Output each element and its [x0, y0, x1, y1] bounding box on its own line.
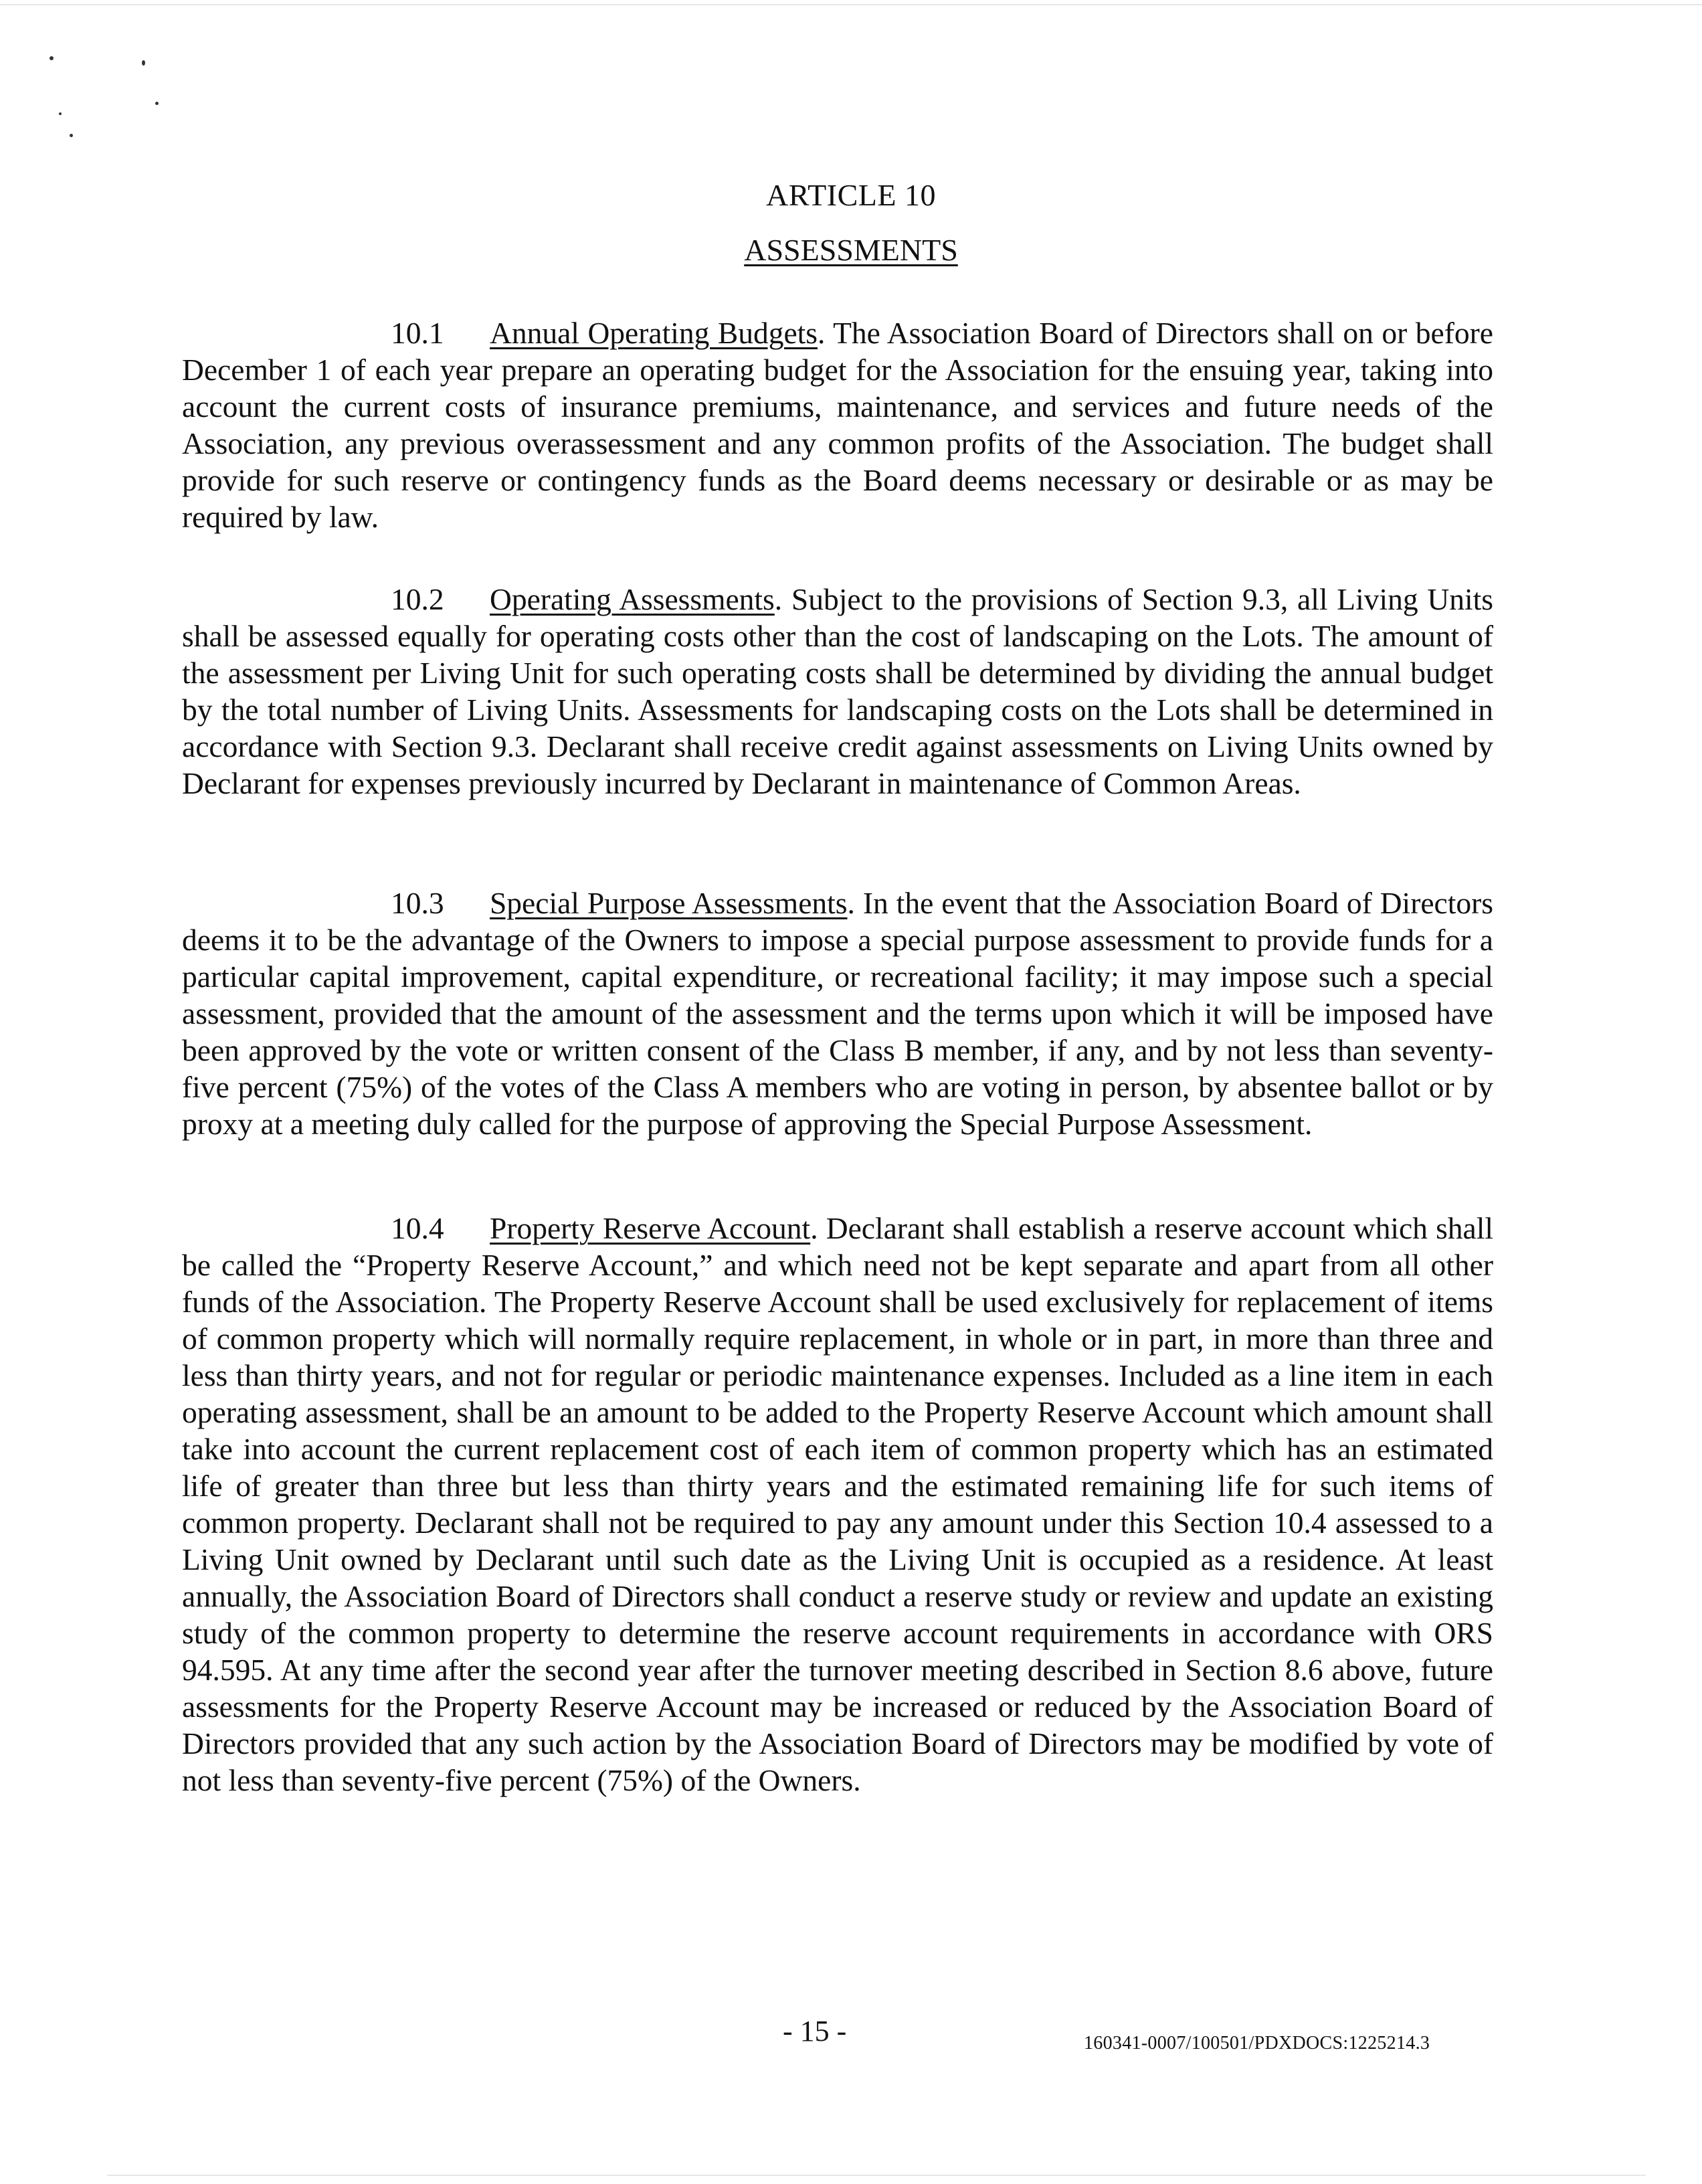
section-body: In the event that the Association Board of Directors deems it to be the advantage of the Owners to impose a special purpose assessment to provide funds for a particular capital improvement, capital expenditure, or recreational facility; it may impose such a special assessment, provided that the amount of the assessment and the terms upon which it will be imposed have been approved by the vote or written consent of the Class B member, if any, and by not less than seventy-five percent (75%) of the votes of the Class A members who are voting in person, by absentee ballot or by proxy at a meeting duly called for the purpose of approving the Special Purpose Assessment. [182, 886, 1493, 1141]
section-number: 10.3 [391, 886, 444, 920]
section-title: Property Reserve Account [490, 1211, 811, 1245]
scan-edge-bottom [107, 2175, 1646, 2176]
article-heading: ASSESSMENTS [744, 233, 958, 267]
section-title: Special Purpose Assessments [490, 886, 848, 920]
scan-speck [155, 102, 159, 105]
section-title: Operating Assessments [490, 582, 775, 616]
article-title: ARTICLE 10 [766, 178, 936, 212]
scan-edge-top [0, 4, 1702, 5]
scan-speck [59, 112, 62, 115]
section-body: Declarant shall establish a reserve account which shall be called the “Property Reserve Account,” and which need not be kept separate and apart from all other funds of the Association. The Property Reserve Account shall be used exclusively for replacement of items of common property which will normally require replacement, in whole or in part, in more than three and less than thirty years, and not for regular or periodic maintenance expenses. Included as a line item in each operating assessment, shall be an amount to be added to the Property Reserve Account which amount shall take into account the current replacement cost of each item of common property which has an estimated life of greater than three but less than thirty years and the estimated remaining life for such items of common property. Declarant shall not be required to pay any amount under this Section 10.4 assessed to a Living Unit owned by Declarant until such date as the Living Unit is occupied as a residence. At least annually, the Association Board of Directors shall conduct a reserve study or review and update an existing study of the common property to determine the reserve account requirements in accordance with ORS 94.595. At any time after the second year after the turnover meeting described in Section 8.6 above, future assessments for the Property Reserve Account may be increased or reduced by the Association Board of Directors provided that any such action by the Association Board of Directors may be modified by vote of not less than seventy-five percent (75%) of the Owners. [182, 1211, 1494, 1797]
document-id: 160341-0007/100501/PDXDOCS:1225214.3 [1084, 2033, 1430, 2054]
section-10-4: 10.4 Property Reserve Account. Declarant shall establish a reserve account which shall be called the “Property Reserve Account,” and which need not be kept separate and apart from all other funds of the Association. The Property Reserve Account shall be used exclusively for replacement of items of common property which will normally require replacement, in whole or in part, in more than three and less than thirty years, and not for regular or periodic maintenance expenses. Included as a line item in each operating assessment, shall be an amount to be added to the Property Reserve Account which amount shall take into account the current replacement cost of each item of common property which has an estimated life of greater than three but less than thirty years and the estimated remaining life for such items of common property. Declarant shall not be required to pay any amount under this Section 10.4 assessed to a Living Unit owned by Declarant until such date as the Living Unit is occupied as a residence. At least annually, the Association Board of Directors shall conduct a reserve study or review and update an existing study of the common property to determine the reserve account requirements in accordance with ORS 94.595. At any time after the second year after the turnover meeting described in Section 8.6 above, future assessments for the Property Reserve Account may be increased or reduced by the Association Board of Directors provided that any such action by the Association Board of Directors may be modified by vote of not less than seventy-five percent (75%) of the Owners. [182, 1211, 1494, 1797]
section-number: 10.4 [391, 1211, 444, 1245]
scan-speck [50, 56, 54, 60]
section-number: 10.2 [391, 582, 444, 616]
section-10-3: 10.3 Special Purpose Assessments. In the event that the Association Board of Directors deems it to be the advantage of the Owners to impose a special purpose assessment to provide funds for a particular capital improvement, capital expenditure, or recreational facility; it may impose such a special assessment, provided that the amount of the assessment and the terms upon which it will be imposed have been approved by the vote or written consent of the Class B member, if any, and by not less than seventy-five percent (75%) of the votes of the Class A members who are voting in person, by absentee ballot or by proxy at a meeting duly called for the purpose of approving the Special Purpose Assessment. [182, 886, 1493, 1141]
section-10-1: 10.1 Annual Operating Budgets. The Association Board of Directors shall on or before December 1 of each year prepare an operating budget for the Association for the ensuing year, taking into account the current costs of insurance premiums, maintenance, and services and future needs of the Association, any previous overassessment and any common profits of the Association. The budget shall provide for such reserve or contingency funds as the Board deems necessary or desirable or as may be required by law. [182, 316, 1493, 534]
scan-speck [70, 134, 73, 137]
section-10-2: 10.2 Operating Assessments. Subject to the provisions of Section 9.3, all Living Units shall be assessed equally for operating costs other than the cost of landscaping on the Lots. The amount of the assessment per Living Unit for such operating costs shall be determined by dividing the annual budget by the total number of Living Units. Assessments for landscaping costs on the Lots shall be determined in accordance with Section 9.3. Declarant shall receive credit against assessments on Living Units owned by Declarant for expenses previously incurred by Declarant in maintenance of Common Areas. [182, 582, 1493, 800]
page-number: - 15 - [783, 2015, 847, 2047]
scan-speck [142, 60, 145, 66]
section-number: 10.1 [391, 316, 444, 350]
section-body: The Association Board of Directors shall on or before December 1 of each year prepare an operating budget for the Association for the ensuing year, taking into account the current costs of insurance premiums, maintenance, and services and future needs of the Association, any previous overassessment and any common profits of the Association. The budget shall provide for such reserve or contingency funds as the Board deems necessary or desirable or as may be required by law. [182, 316, 1493, 534]
section-title: Annual Operating Budgets [490, 316, 818, 350]
section-body: Subject to the provisions of Section 9.3, all Living Units shall be assessed equally for operating costs other than the cost of landscaping on the Lots. The amount of the assessment per Living Unit for such operating costs shall be determined by dividing the annual budget by the total number of Living Units. Assessments for landscaping costs on the Lots shall be determined in accordance with Section 9.3. Declarant shall receive credit against assessments on Living Units owned by Declarant for expenses previously incurred by Declarant in maintenance of Common Areas. [182, 582, 1493, 800]
